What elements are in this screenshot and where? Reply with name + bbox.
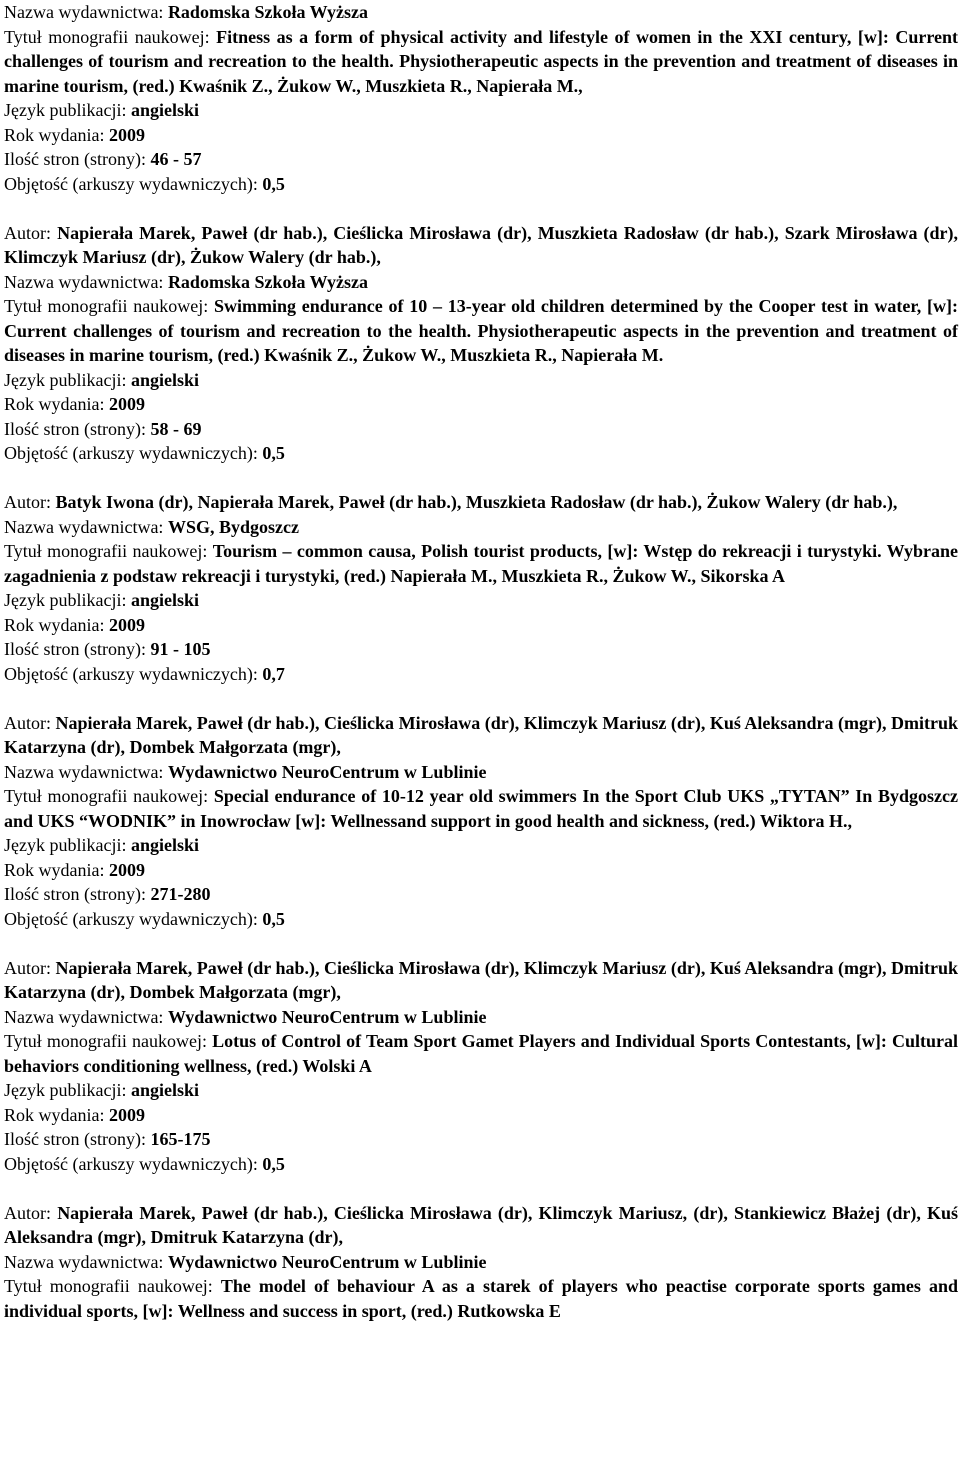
title-line [4, 1029, 958, 1078]
publisher-value: Radomska Szkoła Wyższa [167, 271, 368, 292]
year-value: 2009 [109, 394, 145, 414]
title-line [4, 1274, 958, 1323]
year-line [4, 1103, 958, 1128]
publisher-line [4, 270, 958, 295]
publisher-value: Radomska Szkoła Wyższa [167, 2, 368, 22]
title-line [4, 784, 958, 833]
pages-line [4, 882, 958, 907]
author-label: Autor: [4, 492, 51, 512]
volume-label: Objętość (arkuszy wydawniczych): [4, 908, 258, 929]
title-label: Tytuł monografii naukowej: [4, 541, 208, 561]
publication-entry [4, 711, 958, 932]
publication-entry [4, 956, 958, 1177]
volume-value: 0,7 [262, 663, 285, 684]
language-value: angielski [130, 835, 199, 855]
author-value: Napierała Marek, Paweł (dr hab.), Cieślicka Mirosława (dr), Muszkieta Radosław (dr hab.), Szark Mirosława (dr), Klimczyk Mariusz (dr), Żukow Walery (dr hab.), [4, 222, 959, 267]
volume-line [4, 172, 958, 197]
pages-label: Ilość stron (strony): [4, 639, 146, 659]
year-label: Rok wydania: [4, 1104, 105, 1125]
author-label: Autor: [4, 712, 51, 733]
title-value: Special endurance of 10-12 year old swimmers In the Sport Club UKS „TYTAN” In Bydgoszcz and UKS “WODNIK” in Inowrocław [w]: Wellnessand support in good health and sickness, (red.) Wiktora H., [4, 786, 958, 831]
year-label: Rok wydania: [4, 124, 105, 145]
volume-line [4, 907, 958, 932]
year-line [4, 392, 958, 417]
title-label: Tytuł monografii naukowej: [4, 1276, 213, 1296]
language-value: angielski [130, 590, 199, 610]
title-line [4, 539, 958, 588]
volume-value: 0,5 [262, 443, 285, 463]
volume-value: 0,5 [262, 173, 285, 194]
publisher-line [4, 1005, 958, 1030]
publisher-value: WSG, Bydgoszcz [167, 516, 299, 537]
year-value: 2009 [109, 859, 145, 880]
year-line [4, 613, 958, 638]
author-line [4, 1201, 958, 1250]
publisher-label: Nazwa wydawnictwa: [4, 761, 164, 782]
language-label: Język publikacji: [4, 1080, 127, 1100]
author-label: Autor: [4, 222, 51, 243]
author-label: Autor: [4, 957, 51, 978]
title-label: Tytuł monografii naukowej: [4, 786, 209, 806]
author-label: Autor: [4, 1202, 51, 1223]
author-value: Batyk Iwona (dr), Napierała Marek, Paweł (dr hab.), Muszkieta Radosław (dr hab.), Żukow Walery (dr hab.), [55, 492, 898, 512]
year-line [4, 858, 958, 883]
publisher-line [4, 515, 958, 540]
pages-value: 271-280 [150, 884, 211, 904]
year-label: Rok wydania: [4, 394, 105, 414]
author-line [4, 490, 958, 515]
volume-line [4, 441, 958, 466]
title-value: Fitness as a form of physical activity and lifestyle of women in the XXI century, [w]: Current challenges of tourism and recreation to the health. Physiotherapeutic aspects in the prevention and treatment of diseases in marine tourism, (red.) Kwaśnik Z., Żukow W., Muszkieta R., Napierała M., [4, 26, 958, 96]
language-value: angielski [130, 369, 199, 390]
author-value: Napierała Marek, Paweł (dr hab.), Cieślicka Mirosława (dr), Klimczyk Mariusz, (dr), Stankiewicz Błażej (dr), Kuś Aleksandra (mgr), Dmitruk Katarzyna (dr), [4, 1202, 959, 1247]
year-value: 2009 [109, 124, 145, 145]
volume-line [4, 1152, 958, 1177]
title-label: Tytuł monografii naukowej: [4, 296, 209, 316]
publication-entry [4, 221, 958, 466]
volume-label: Objętość (arkuszy wydawniczych): [4, 443, 258, 463]
publisher-label: Nazwa wydawnictwa: [4, 1006, 164, 1027]
publisher-line [4, 1250, 958, 1275]
volume-label: Objętość (arkuszy wydawniczych): [4, 663, 258, 684]
volume-label: Objętość (arkuszy wydawniczych): [4, 1153, 258, 1174]
volume-value: 0,5 [262, 1153, 285, 1174]
author-line [4, 711, 958, 760]
publisher-label: Nazwa wydawnictwa: [4, 2, 164, 22]
pages-value: 91 - 105 [150, 639, 211, 659]
title-label: Tytuł monografii naukowej: [4, 26, 210, 47]
year-value: 2009 [109, 1104, 145, 1125]
publisher-line [4, 760, 958, 785]
author-line [4, 956, 958, 1005]
title-value: The model of behaviour A as a starek of players who peactise corporate sports games and individual sports, [w]: Wellness and success in sport, (red.) Rutkowska E [4, 1276, 958, 1321]
language-line [4, 833, 958, 858]
language-line [4, 98, 958, 123]
volume-label: Objętość (arkuszy wydawniczych): [4, 173, 258, 194]
pages-value: 58 - 69 [150, 418, 202, 439]
pages-label: Ilość stron (strony): [4, 149, 146, 169]
language-line [4, 1078, 958, 1103]
author-value: Napierała Marek, Paweł (dr hab.), Cieślicka Mirosława (dr), Klimczyk Mariusz (dr), Kuś Aleksandra (mgr), Dmitruk Katarzyna (dr), Dombek Małgorzata (mgr), [4, 957, 958, 1002]
publisher-label: Nazwa wydawnictwa: [4, 271, 164, 292]
publisher-line [4, 0, 958, 25]
publisher-label: Nazwa wydawnictwa: [4, 516, 164, 537]
title-value: Tourism – common causa, Polish tourist products, [w]: Wstęp do rekreacji i turystyki. Wybrane zagadnienia z podstaw rekreacji i turystyki, (red.) Napierała M., Muszkieta R., Żukow W., Sikorska A [4, 541, 958, 586]
language-label: Język publikacji: [4, 369, 127, 390]
publisher-value: Wydawnictwo NeuroCentrum w Lublinie [167, 1006, 487, 1027]
pages-line [4, 1127, 958, 1152]
year-label: Rok wydania: [4, 859, 105, 880]
language-line [4, 368, 958, 393]
pages-label: Ilość stron (strony): [4, 1129, 146, 1149]
publisher-value: Wydawnictwo NeuroCentrum w Lublinie [167, 761, 487, 782]
publication-entry [4, 1201, 958, 1324]
volume-value: 0,5 [262, 908, 285, 929]
year-label: Rok wydania: [4, 614, 105, 635]
year-value: 2009 [109, 614, 145, 635]
publication-entry [4, 0, 958, 196]
title-line [4, 25, 958, 99]
language-label: Język publikacji: [4, 100, 127, 120]
title-label: Tytuł monografii naukowej: [4, 1031, 207, 1051]
pages-line [4, 637, 958, 662]
publisher-label: Nazwa wydawnictwa: [4, 1251, 164, 1272]
author-value: Napierała Marek, Paweł (dr hab.), Cieślicka Mirosława (dr), Klimczyk Mariusz (dr), Kuś Aleksandra (mgr), Dmitruk Katarzyna (dr), Dombek Małgorzata (mgr), [4, 712, 958, 757]
pages-line [4, 417, 958, 442]
pages-line [4, 147, 958, 172]
publisher-value: Wydawnictwo NeuroCentrum w Lublinie [167, 1251, 487, 1272]
language-value: angielski [130, 100, 199, 120]
document-page [4, 0, 958, 1323]
language-label: Język publikacji: [4, 590, 127, 610]
pages-value: 165-175 [150, 1129, 211, 1149]
title-value: Lotus of Control of Team Sport Gamet Players and Individual Sports Contestants, [w]: Cultural behaviors conditioning wellness, (red.) Wolski A [4, 1031, 959, 1076]
pages-label: Ilość stron (strony): [4, 418, 146, 439]
author-line [4, 221, 958, 270]
title-value: Swimming endurance of 10 – 13-year old children determined by the Cooper test in water, [w]: Current challenges of tourism and recreation to the health. Physiotherapeutic aspects in the prevention and treatment of diseases in marine tourism, (red.) Kwaśnik Z., Żukow W., Muszkieta R., Napierała M. [4, 296, 958, 365]
pages-label: Ilość stron (strony): [4, 884, 146, 904]
year-line [4, 123, 958, 148]
language-line [4, 588, 958, 613]
title-line [4, 294, 958, 368]
pages-value: 46 - 57 [150, 149, 202, 169]
volume-line [4, 662, 958, 687]
language-label: Język publikacji: [4, 835, 127, 855]
publication-entry [4, 490, 958, 686]
language-value: angielski [130, 1080, 199, 1100]
